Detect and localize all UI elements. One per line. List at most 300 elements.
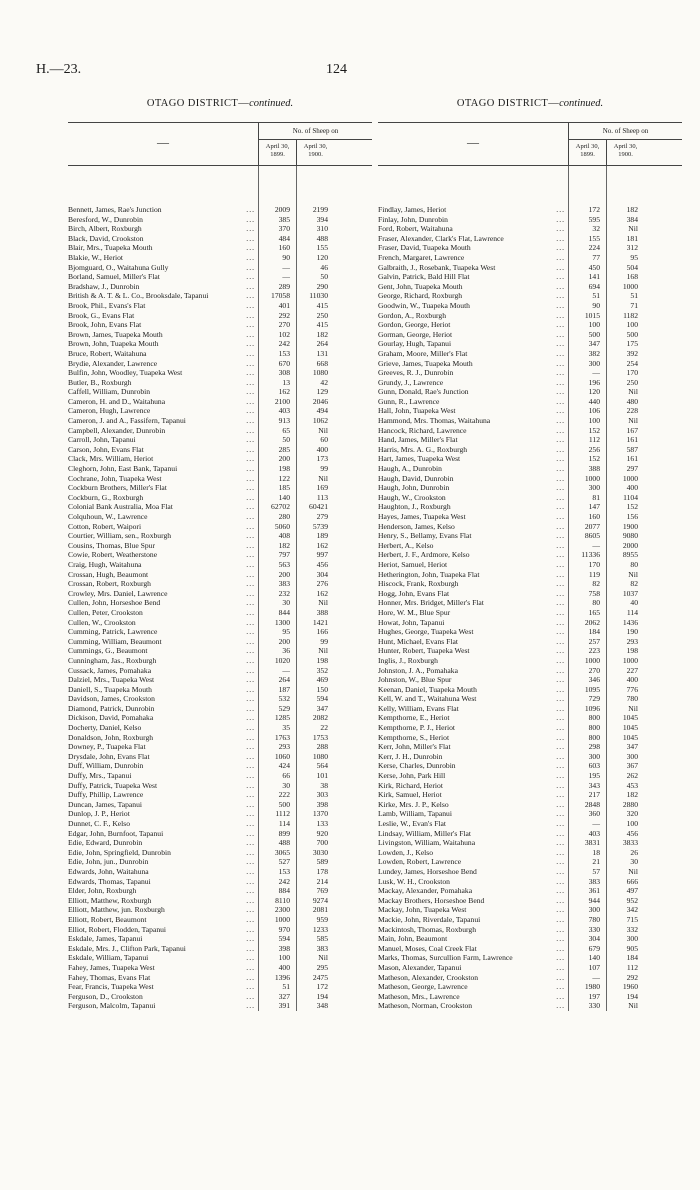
table-row <box>378 761 682 771</box>
table-row <box>68 541 372 551</box>
sheep-1899: 3065 <box>274 847 290 857</box>
owner-name: Duffy, Mrs., Tapanui ... <box>68 771 258 781</box>
sheep-1899: 293 <box>278 742 290 752</box>
sheep-1899: 13 <box>282 377 290 387</box>
owner-name: Hogg, John, Evans Flat ... <box>378 589 568 599</box>
sheep-1900: 668 <box>316 358 328 368</box>
table-body <box>68 205 372 1011</box>
sheep-1899: 50 <box>282 435 290 445</box>
table-row <box>68 397 372 407</box>
table-row <box>378 800 682 810</box>
owner-name: Goodwin, W., Tuapeka Mouth ... <box>378 301 568 311</box>
table-row <box>68 973 372 983</box>
sheep-1899: 563 <box>278 559 290 569</box>
table-row <box>378 886 682 896</box>
sheep-1899: 529 <box>278 703 290 713</box>
owner-name: Hayes, James, Tuapeka West ... <box>378 512 568 522</box>
owner-name: Cowie, Robert, Weatherstone ... <box>68 550 258 560</box>
sheep-1899: 36 <box>282 646 290 656</box>
owner-name: Marks, Thomas, Surcullion Farm, Lawrence ... <box>378 953 568 963</box>
sheep-1900: 1000 <box>622 281 638 291</box>
owner-name: Blair, Mrs., Tuapeka Mouth ... <box>68 243 258 253</box>
owner-name: Caffell, William, Dunrobin ... <box>68 387 258 397</box>
owner-name: Honner, Mrs. Bridget, Miller's Flat ... <box>378 598 568 608</box>
table-row <box>378 848 682 858</box>
sheep-1899: 1763 <box>274 732 290 742</box>
table-row <box>378 234 682 244</box>
owner-name: Kell, W. and T., Waitahuna West ... <box>378 694 568 704</box>
sheep-1899: 670 <box>278 358 290 368</box>
table-row <box>378 263 682 273</box>
table-row <box>378 579 682 589</box>
owner-name: Duffy, Patrick, Tuapeka West ... <box>68 781 258 791</box>
sheep-1899: 114 <box>278 819 290 828</box>
sheep-1900: 1045 <box>622 713 638 723</box>
sheep-1899: 944 <box>588 895 600 905</box>
sheep-1899: 913 <box>278 416 290 426</box>
sheep-1900: 2082 <box>312 713 328 723</box>
owner-name: Hughes, George, Tuapeka West ... <box>378 627 568 637</box>
owner-name: Duff, William, Dunrobin ... <box>68 761 258 771</box>
sheep-1899: 195 <box>588 771 600 781</box>
owner-name: Edie, John, Springfield, Dunrobin ... <box>68 848 258 858</box>
sheep-1899: 347 <box>588 339 600 349</box>
table-row <box>378 646 682 656</box>
table-row <box>378 378 682 388</box>
table-row <box>68 838 372 848</box>
sheep-1899: — <box>592 368 600 378</box>
year-1899-header: April 30, 1899. <box>258 139 296 165</box>
owner-name: Ford, Robert, Waitahuna ... <box>378 224 568 234</box>
table-row <box>378 320 682 330</box>
owner-name: Elliott, Matthew, Roxburgh ... <box>68 896 258 906</box>
sheep-1899: 198 <box>278 464 290 474</box>
sheep-1899: 2100 <box>274 396 290 406</box>
sheep-1900: Nil <box>318 598 328 608</box>
sheep-1899: 8110 <box>275 895 290 905</box>
district-title: OTAGO DISTRICT—continued. <box>146 98 294 109</box>
owner-name: Dunlop, J. P., Heriot ... <box>68 809 258 819</box>
owner-name: Bruce, Robert, Waitahuna ... <box>68 349 258 359</box>
sheep-1900: 494 <box>316 406 328 416</box>
owner-name: Hunt, Michael, Evans Flat ... <box>378 637 568 647</box>
sheep-1899: 153 <box>278 866 290 876</box>
table-row <box>68 368 372 378</box>
right-column <box>378 98 682 1011</box>
sheep-1900: 156 <box>626 512 638 521</box>
sheep-1899: 155 <box>588 233 600 243</box>
sheep-1899: 62702 <box>271 502 290 512</box>
sheep-1900: 131 <box>316 348 328 358</box>
sheep-1899: 172 <box>588 205 600 214</box>
owner-name: Lindsay, William, Miller's Flat ... <box>378 829 568 839</box>
sheep-1899: 5060 <box>274 521 290 531</box>
owner-name: Kirk, Samuel, Heriot ... <box>378 790 568 800</box>
owner-name: Cleghorn, John, East Bank, Tapanui ... <box>68 464 258 474</box>
owner-name: Hammond, Mrs. Thomas, Waitahuna ... <box>378 416 568 426</box>
sheep-1900: 150 <box>316 684 328 694</box>
table-row <box>68 224 372 234</box>
sheep-1900: Nil <box>318 646 328 656</box>
table-row <box>378 416 682 426</box>
sheep-1899: 398 <box>278 943 290 953</box>
owner-name: Crowley, Mrs. Daniel, Lawrence ... <box>68 589 258 599</box>
sheep-1899: 1980 <box>584 982 600 992</box>
table-row <box>68 570 372 580</box>
owner-name: Gunn, R., Lawrence ... <box>378 397 568 407</box>
sheep-1900: 182 <box>626 790 638 800</box>
sheep-1899: 119 <box>588 569 600 579</box>
owner-name: Kirk, Richard, Heriot ... <box>378 781 568 791</box>
table-row <box>378 464 682 474</box>
sheep-1899: 304 <box>588 934 600 944</box>
sheep-1900: 22 <box>320 723 328 733</box>
owner-name: Brook, G., Evans Flat ... <box>68 311 258 321</box>
sheep-1899: 264 <box>278 675 290 685</box>
page-number: 124 <box>326 62 347 77</box>
owner-name: Clack, Mrs. William, Heriot ... <box>68 454 258 464</box>
sheep-1899: 112 <box>588 435 600 445</box>
owner-name: Gourlay, Hugh, Tapanui ... <box>378 339 568 349</box>
sheep-1899: 81 <box>592 492 600 502</box>
sheep-1900: 1000 <box>622 473 638 483</box>
sheep-1899: 360 <box>588 809 600 819</box>
table-row <box>68 320 372 330</box>
sheep-1899: 122 <box>278 473 290 483</box>
sheep-1899: 1000 <box>274 914 290 924</box>
table-row <box>378 781 682 791</box>
sheep-1900: 101 <box>316 771 328 781</box>
sheep-1900: 388 <box>316 607 328 617</box>
table-row <box>378 713 682 723</box>
table-header <box>68 122 372 166</box>
table-row <box>68 637 372 647</box>
table-row <box>378 694 682 704</box>
owner-name: Johnston, W., Blue Spur ... <box>378 675 568 685</box>
sheep-1899: 224 <box>588 243 600 253</box>
table-row <box>68 905 372 915</box>
owner-name: Mackie, John, Riverdale, Tapanui ... <box>378 915 568 925</box>
owner-name: Docherty, Daniel, Kelso ... <box>68 723 258 733</box>
sheep-1899: 90 <box>592 300 600 310</box>
sheep-1900: 905 <box>626 943 638 953</box>
table-row <box>68 877 372 887</box>
sheep-1900: 504 <box>626 262 638 272</box>
owner-name: Johnston, J. A., Pomahaka ... <box>378 666 568 676</box>
sheep-1900: 1104 <box>623 492 638 502</box>
sheep-1899: — <box>282 272 290 282</box>
sheep-1899: 383 <box>278 579 290 589</box>
sheep-1899: 2062 <box>584 617 600 627</box>
table-row <box>378 445 682 455</box>
sheep-1900: 254 <box>626 358 638 368</box>
sheep-1900: 173 <box>316 454 328 464</box>
sheep-1899: 1396 <box>274 972 290 982</box>
sheep-1900: 3030 <box>312 847 328 857</box>
table-row <box>378 474 682 484</box>
sheep-1899: 594 <box>278 934 290 944</box>
sheep-1899: 107 <box>588 962 600 972</box>
sheep-1900: 297 <box>626 464 638 474</box>
sheep-1900: 198 <box>316 655 328 665</box>
table-row <box>68 733 372 743</box>
sheep-1900: 99 <box>320 464 328 474</box>
sheep-1900: 133 <box>316 819 328 828</box>
sheep-1899: 1300 <box>274 617 290 627</box>
table-row <box>378 512 682 522</box>
sheep-1900: 564 <box>316 761 328 771</box>
owner-name: Courtier, William, sen., Roxburgh ... <box>68 531 258 541</box>
name-column-header: — <box>157 135 169 149</box>
owner-name: Cunningham, Jas., Roxburgh ... <box>68 656 258 666</box>
owner-name: Beresford, W., Dunrobin ... <box>68 215 258 225</box>
sheep-1899: 30 <box>282 598 290 608</box>
sheep-1900: 1037 <box>622 588 638 598</box>
owner-name: Cameron, H. and D., Waitahuna ... <box>68 397 258 407</box>
table-row <box>378 541 682 551</box>
table-row <box>378 435 682 445</box>
sheep-1900: 170 <box>626 368 638 378</box>
owner-name: Brown, John, Tuapeka Mouth ... <box>68 339 258 349</box>
sheep-1900: 181 <box>626 233 638 243</box>
sheep-1900: 26 <box>630 847 638 857</box>
owner-name: Ferguson, D., Crookston ... <box>68 992 258 1002</box>
table-row <box>378 982 682 992</box>
sheep-1900: 189 <box>316 531 328 541</box>
sheep-1900: 959 <box>316 914 328 924</box>
sheep-1899: 800 <box>588 732 600 742</box>
sheep-1900: 161 <box>626 435 638 445</box>
owner-name: Kelly, William, Evans Flat ... <box>378 704 568 714</box>
table-row <box>68 243 372 253</box>
sheep-1899: 800 <box>588 723 600 733</box>
table-row <box>378 819 682 829</box>
sheep-1899: 797 <box>278 550 290 560</box>
table-row <box>68 857 372 867</box>
sheep-1899: 35 <box>282 723 290 733</box>
table-row <box>378 560 682 570</box>
owner-name: Matheson, George, Lawrence ... <box>378 982 568 992</box>
sheep-1899: 385 <box>278 214 290 224</box>
owner-name: Drysdale, John, Evans Flat ... <box>68 752 258 762</box>
table-row <box>68 713 372 723</box>
table-row <box>378 934 682 944</box>
owner-name: George, Richard, Roxburgh ... <box>378 291 568 301</box>
sheep-1900: 1182 <box>623 310 638 320</box>
table-row <box>378 387 682 397</box>
table-row <box>68 359 372 369</box>
sheep-1900: 82 <box>630 579 638 589</box>
sheep-1899: 440 <box>588 396 600 406</box>
sheep-1899: 200 <box>278 569 290 579</box>
sheep-1900: 50 <box>320 272 328 282</box>
sheep-1899: 30 <box>282 780 290 790</box>
sheep-1900: 162 <box>316 588 328 598</box>
sheep-1900: 776 <box>626 684 638 694</box>
owner-name: Haughton, J., Roxburgh ... <box>378 502 568 512</box>
sheep-1899: 90 <box>282 252 290 262</box>
sheep-1899: 970 <box>278 924 290 934</box>
table-row <box>68 215 372 225</box>
owner-name: Cockburn Brothers, Miller's Flat ... <box>68 483 258 493</box>
sheep-1900: 113 <box>316 492 328 502</box>
owner-name: British & A. T. & L. Co., Brooksdale, Tapanui ... <box>68 291 258 301</box>
sheep-1899: 1285 <box>274 713 290 723</box>
sheep-1900: 1045 <box>622 732 638 742</box>
sheep-1900: 398 <box>316 799 328 809</box>
sheep-1899: 11336 <box>581 550 600 560</box>
sheep-1899: 106 <box>588 406 600 416</box>
table-row <box>68 704 372 714</box>
table-row <box>378 368 682 378</box>
table-row <box>378 349 682 359</box>
sheep-1900: 60421 <box>309 502 328 512</box>
owner-name: Colquhoun, W., Lawrence ... <box>68 512 258 522</box>
sheep-1899: 289 <box>278 281 290 291</box>
owner-name: Gent, John, Tuapeka Mouth ... <box>378 282 568 292</box>
table-row <box>378 877 682 887</box>
table-row <box>378 925 682 935</box>
owner-name: Carson, John, Evans Flat ... <box>68 445 258 455</box>
sheep-1899: 595 <box>588 214 600 224</box>
sheep-1899: 223 <box>588 646 600 656</box>
sheep-1900: 290 <box>316 281 328 291</box>
owner-name: Cummings, G., Beaumont ... <box>68 646 258 656</box>
table-row <box>378 570 682 580</box>
sheep-count-header: No. of Sheep on <box>568 123 682 140</box>
table-row <box>378 963 682 973</box>
sheep-1900: 348 <box>316 1001 328 1011</box>
sheep-1900: 40 <box>630 598 638 608</box>
table-row <box>68 301 372 311</box>
sheep-1899: 330 <box>588 924 600 934</box>
sheep-1900: Nil <box>628 224 638 234</box>
sheep-1900: 161 <box>626 454 638 464</box>
table-row <box>68 656 372 666</box>
sheep-1900: 100 <box>626 320 638 330</box>
owner-name: Gorman, George, Heriot ... <box>378 330 568 340</box>
sheep-1900: 46 <box>320 262 328 272</box>
owner-name: Kempthorne, P. J., Heriot ... <box>378 723 568 733</box>
sheep-1900: 480 <box>626 396 638 406</box>
owner-name: Hand, James, Miller's Flat ... <box>378 435 568 445</box>
table-row <box>68 406 372 416</box>
table-row <box>68 493 372 503</box>
sheep-1900: 332 <box>626 924 638 934</box>
owner-name: Dickison, David, Pomahaka ... <box>68 713 258 723</box>
table-row <box>68 809 372 819</box>
owner-name: Haugh, A., Dunrobin ... <box>378 464 568 474</box>
owner-name: Brown, James, Tuapeka Mouth ... <box>68 330 258 340</box>
table-row <box>378 359 682 369</box>
sheep-1899: 80 <box>592 598 600 608</box>
owner-name: Downey, P., Tuapeka Flat ... <box>68 742 258 752</box>
sheep-1900: 227 <box>626 665 638 675</box>
table-row <box>68 675 372 685</box>
sheep-1900: 184 <box>626 953 638 963</box>
sheep-1900: 194 <box>626 991 638 1001</box>
owner-name: Fraser, Alexander, Clark's Flat, Lawrence ... <box>378 234 568 244</box>
sheep-1900: 155 <box>316 243 328 253</box>
sheep-1899: 408 <box>278 531 290 541</box>
owner-name: Heriot, Samuel, Heriot ... <box>378 560 568 570</box>
sheep-1900: 300 <box>626 751 638 761</box>
owner-name: Lowden, Robert, Lawrence ... <box>378 857 568 867</box>
owner-name: Crossan, Robert, Roxburgh ... <box>68 579 258 589</box>
sheep-1899: 217 <box>588 790 600 800</box>
owner-name: Brook, John, Evans Flat ... <box>68 320 258 330</box>
owner-name: Mackay Brothers, Horseshoe Bend ... <box>378 896 568 906</box>
sheep-1899: 51 <box>282 982 290 992</box>
sheep-1900: 288 <box>316 742 328 752</box>
sheep-1900: 400 <box>626 483 638 493</box>
table-row <box>68 531 372 541</box>
sheep-1900: 352 <box>316 665 328 675</box>
sheep-1899: 257 <box>588 636 600 646</box>
table-row <box>378 627 682 637</box>
owner-name: Henry, S., Bellamy, Evans Flat ... <box>378 531 568 541</box>
owner-name: Galvin, Patrick, Bald Hill Flat ... <box>378 272 568 282</box>
owner-name: Grundy, J., Lawrence ... <box>378 378 568 388</box>
sheep-1899: 182 <box>278 540 290 550</box>
table-row <box>68 560 372 570</box>
owner-name: Gunn, Donald, Rae's Junction ... <box>378 387 568 397</box>
sheep-1899: 346 <box>588 675 600 685</box>
table-row <box>68 416 372 426</box>
sheep-1899: 270 <box>278 320 290 330</box>
table-row <box>378 733 682 743</box>
sheep-1900: 1370 <box>312 809 328 819</box>
sheep-1899: 100 <box>588 416 600 426</box>
sheep-1899: — <box>592 972 600 982</box>
table-row <box>378 771 682 781</box>
table-row <box>68 790 372 800</box>
sheep-1900: 276 <box>316 579 328 589</box>
table-row <box>378 502 682 512</box>
table-row <box>68 474 372 484</box>
sheep-1900: 198 <box>626 646 638 656</box>
table-row <box>378 809 682 819</box>
sheep-1900: 214 <box>316 876 328 886</box>
table-row <box>68 781 372 791</box>
sheep-1900: 347 <box>626 742 638 752</box>
table-row <box>378 493 682 503</box>
table-row <box>68 291 372 301</box>
sheep-1900: 9080 <box>622 531 638 541</box>
sheep-1899: 152 <box>588 425 600 435</box>
owner-name: Cochrane, John, Tuapeka West ... <box>68 474 258 484</box>
owner-name: Mackay, Alexander, Pomahaka ... <box>378 886 568 896</box>
sheep-1899: 18 <box>592 847 600 857</box>
district-title: OTAGO DISTRICT—continued. <box>456 98 604 109</box>
owner-name: Fahey, James, Tuapeka West ... <box>68 963 258 973</box>
table-row <box>68 253 372 263</box>
sheep-1899: 280 <box>278 512 290 521</box>
table-row <box>378 944 682 954</box>
sheep-1900: 415 <box>316 300 328 310</box>
table-row <box>378 406 682 416</box>
sheep-1900: 114 <box>626 607 638 617</box>
sheep-1899: 370 <box>278 224 290 234</box>
table-row <box>68 330 372 340</box>
sheep-1900: 585 <box>316 934 328 944</box>
table-row <box>68 512 372 522</box>
table-row <box>378 483 682 493</box>
table-row <box>378 301 682 311</box>
table-row <box>68 685 372 695</box>
table-row <box>68 426 372 436</box>
table-row <box>378 829 682 839</box>
